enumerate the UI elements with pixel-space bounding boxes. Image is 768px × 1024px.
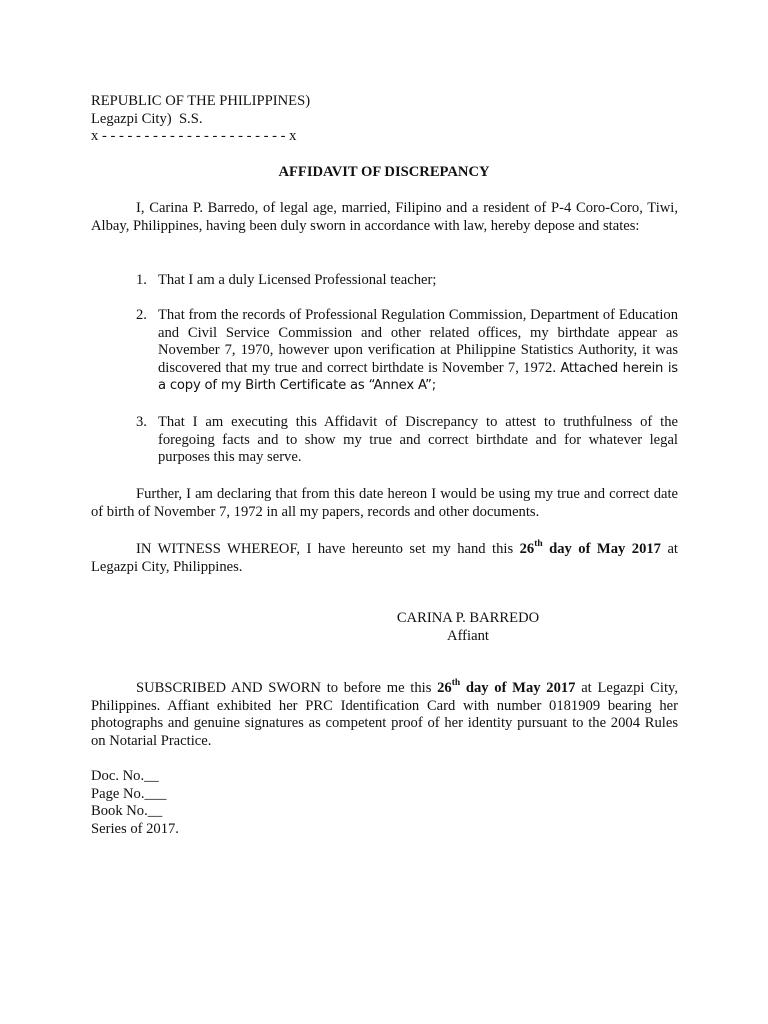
signature-block (368, 610, 568, 645)
list-item-text (158, 307, 678, 395)
jurat-paragraph (91, 680, 678, 750)
notarial-register (91, 768, 179, 838)
document-title: AFFIDAVIT OF DISCREPANCY (278, 164, 490, 180)
list-item (136, 307, 678, 395)
venue-republic: REPUBLIC OF THE PHILIPPINES) (91, 93, 311, 109)
witness-month-year: day of May 2017 (542, 541, 661, 557)
intro-paragraph: I, Carina P. Barredo, of legal age, married, Filipino and a resident of P-4 Coro-Coro, Tiwi, Albay, Philippines, having been duly sworn in accordance with law, hereby depose and states: (91, 200, 678, 234)
series-year: Series of 2017. (91, 820, 179, 837)
book-number: Book No.__ (91, 803, 163, 820)
witness-place: at Legazpi City, Philippines. (91, 541, 678, 575)
page-number: Page No.___ (91, 785, 167, 802)
jurat-day: 26 (437, 680, 452, 696)
annex-reference: Attached herein is a copy of my Birth Certificate as “Annex A”; (158, 360, 678, 394)
witness-day: 26 (519, 541, 535, 557)
witness-text: IN WITNESS WHEREOF, I have hereunto set my hand this (136, 541, 520, 557)
jurat-day-suffix: th (451, 678, 461, 689)
jurat-month-year: day of May 2017 (460, 680, 576, 696)
jurat-date (437, 680, 575, 696)
list-item (136, 414, 678, 467)
list-item-text: That I am executing this Affidavit of Discrepancy to attest to truthfulness of the foregoing facts and to show my true and correct birthdate and for whatever legal purposes this may serve. (158, 414, 678, 466)
list-item-text: That I am a duly Licensed Professional teacher; (158, 272, 437, 288)
affiant-name: CARINA P. BARREDO (396, 610, 540, 626)
declaration-paragraph: Further, I am declaring that from this date hereon I would be using my true and correct date of birth of November 7, 1972 in all my papers, records and other documents. (91, 486, 678, 520)
doc-number: Doc. No.__ (91, 768, 159, 784)
venue-separator: x - - - - - - - - - - - - - - - - - - - - - - x (91, 128, 297, 145)
witness-date (520, 541, 661, 557)
witness-paragraph (91, 541, 678, 576)
venue-city: Legazpi City) S.S. (91, 110, 203, 127)
witness-day-suffix: th (534, 539, 543, 550)
venue-block (91, 93, 310, 146)
affiant-role: Affiant (447, 627, 489, 644)
list-item (136, 272, 678, 290)
list-item-body: That from the records of Professional Regulation Commission, Department of Education and Civil Service Commission and other related offices, my birthdate appear as November 7, 1970, however upon verification at Philippine Statistics Authority, it was discovered that my true and correct birthdate is November 7, 1972. (158, 307, 678, 376)
list-item-number: 1. (136, 272, 147, 288)
list-item-number: 2. (136, 307, 147, 323)
list-item-number: 3. (136, 414, 147, 430)
jurat-text: SUBSCRIBED AND SWORN to before me this (136, 680, 438, 696)
jurat-body: at Legazpi City, Philippines. Affiant exhibited her PRC Identification Card with number 0181909 bearing her photographs and genuine signatures as competent proof of her identity pursuant to the 2004 Rules on Notarial Practice. (91, 680, 678, 749)
